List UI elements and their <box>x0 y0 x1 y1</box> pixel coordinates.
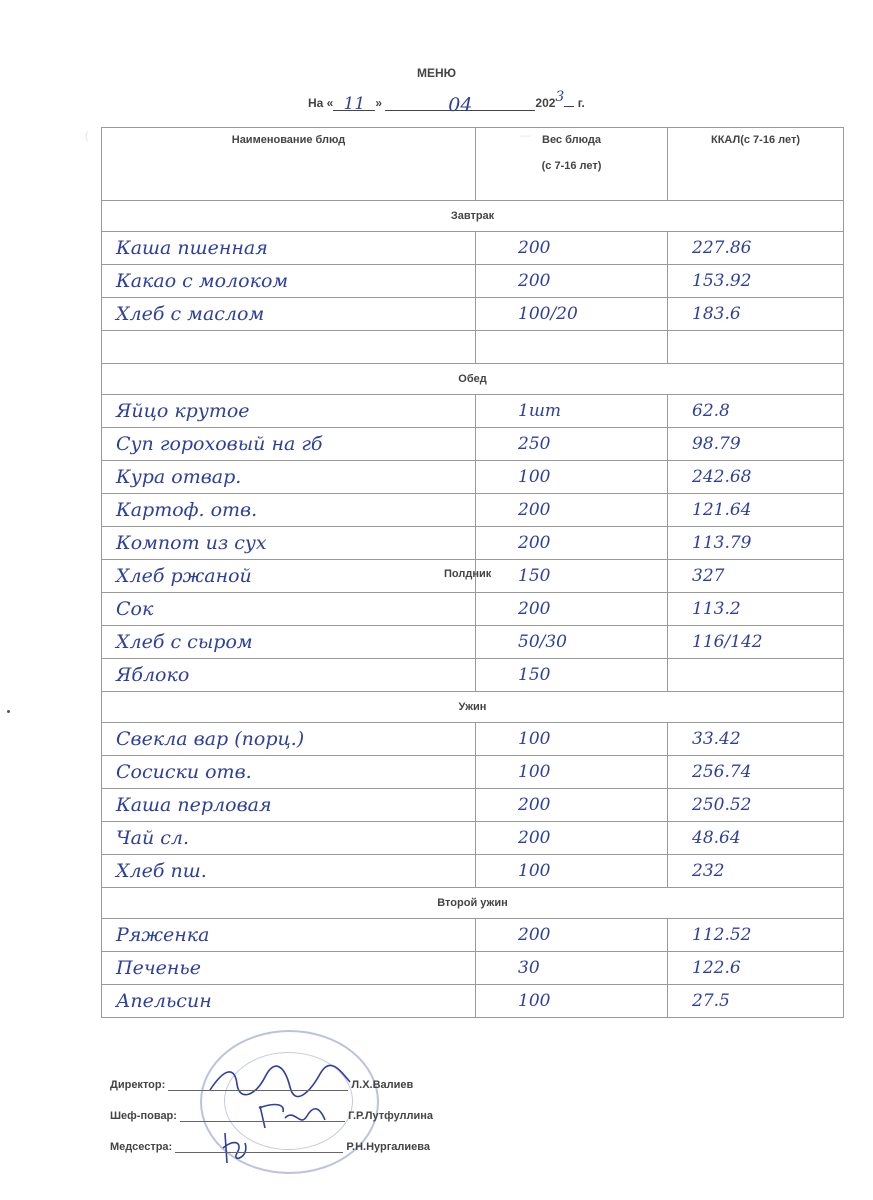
date-suffix: г. <box>577 96 585 110</box>
director-blank <box>168 1078 348 1091</box>
menu-table <box>101 127 844 1018</box>
dish-name: Апельсин <box>102 985 476 1018</box>
table-row <box>102 919 844 952</box>
dish-weight: 200 <box>476 593 668 626</box>
table-row <box>102 659 844 692</box>
dish-kcal: 112.52 <box>668 919 844 952</box>
table-row <box>102 395 844 428</box>
dish-name: Яйцо крутое <box>102 395 476 428</box>
dish-kcal: 232 <box>668 855 844 888</box>
director-line <box>110 1078 433 1109</box>
dish-kcal: 183.6 <box>668 298 844 331</box>
dish-weight: 100 <box>476 985 668 1018</box>
table-row <box>102 626 844 659</box>
table-row <box>102 461 844 494</box>
dish-kcal: 113.2 <box>668 593 844 626</box>
nurse-blank <box>175 1140 343 1153</box>
dish-kcal: 48.64 <box>668 822 844 855</box>
bleed-through-mark: ( <box>85 130 89 142</box>
table-row <box>102 298 844 331</box>
col-header-name: Наименование блюд <box>102 128 476 201</box>
table-row <box>102 789 844 822</box>
dish-kcal: 242.68 <box>668 461 844 494</box>
dish-weight: 30 <box>476 952 668 985</box>
table-row <box>102 855 844 888</box>
dish-weight: 200 <box>476 527 668 560</box>
dish-kcal: 122.6 <box>668 952 844 985</box>
dish-weight: 200 <box>476 919 668 952</box>
dish-name: Хлеб с сыром <box>102 626 476 659</box>
table-row <box>102 822 844 855</box>
date-year-digit: 3 <box>555 89 565 105</box>
date-day: 11 <box>333 94 375 111</box>
page-title: МЕНЮ <box>416 66 457 80</box>
dish-kcal: 256.74 <box>668 756 844 789</box>
dish-weight: 200 <box>476 265 668 298</box>
date-month: 04 <box>385 94 535 111</box>
date-line <box>308 89 585 116</box>
dish-weight: 100 <box>476 461 668 494</box>
dish-name: Сосиски отв. <box>102 756 476 789</box>
dish-name: Хлеб с маслом <box>102 298 476 331</box>
section-label: Завтрак <box>102 201 844 232</box>
nurse-line <box>110 1140 433 1171</box>
dish-kcal: 116/142 <box>668 626 844 659</box>
table-row <box>102 723 844 756</box>
director-label: Директор: <box>110 1079 166 1091</box>
table-row <box>102 232 844 265</box>
dish-weight: 250 <box>476 428 668 461</box>
dish-weight: 200 <box>476 232 668 265</box>
dish-name: Каша перловая <box>102 789 476 822</box>
dish-kcal: 62.8 <box>668 395 844 428</box>
table-row <box>102 952 844 985</box>
dish-name: Чай сл. <box>102 822 476 855</box>
dish-name: Ряженка <box>102 919 476 952</box>
date-year-blank <box>564 96 574 107</box>
dish-weight: 200 <box>476 494 668 527</box>
table-row <box>102 265 844 298</box>
section-label: Второй ужин <box>102 888 844 919</box>
signatures-block <box>110 1078 433 1171</box>
dish-kcal: 98.79 <box>668 428 844 461</box>
bleed-through-mark: — <box>520 130 531 142</box>
section-row-breakfast <box>102 201 844 232</box>
date-prefix: На « <box>308 96 334 110</box>
dish-name: Компот из сух <box>102 527 476 560</box>
col-header-weight-line1: Вес блюда <box>542 134 601 146</box>
table-row <box>102 756 844 789</box>
dish-kcal: 27.5 <box>668 985 844 1018</box>
section-row-second-dinner <box>102 888 844 919</box>
dish-name: Каша пшенная <box>102 232 476 265</box>
dish-weight: 100 <box>476 756 668 789</box>
table-header-row <box>102 128 844 201</box>
chef-label: Шеф-повар: <box>110 1110 177 1122</box>
dish-weight: 1шт <box>476 395 668 428</box>
section-cell <box>102 560 492 593</box>
dish-weight: 150 <box>476 659 668 692</box>
section-row-snack <box>102 560 844 593</box>
dish-name: Яблоко <box>102 659 476 692</box>
dish-name: Сок <box>102 593 476 626</box>
empty-row <box>102 331 844 364</box>
section-row-dinner <box>102 692 844 723</box>
section-label: Обед <box>102 364 844 395</box>
dish-weight: 100/20 <box>476 298 668 331</box>
dish-kcal: 153.92 <box>668 265 844 298</box>
col-header-weight <box>476 128 668 201</box>
date-mid: » <box>375 96 383 110</box>
dish-weight: 200 <box>476 822 668 855</box>
chef-blank <box>180 1109 345 1122</box>
dish-weight: 50/30 <box>476 626 668 659</box>
dish-weight: 100 <box>476 855 668 888</box>
table-row <box>102 527 844 560</box>
table-row <box>102 494 844 527</box>
director-name: Л.Х.Валиев <box>351 1079 414 1091</box>
dish-name: Кура отвар. <box>102 461 476 494</box>
table-row <box>102 428 844 461</box>
section-label: Ужин <box>102 692 844 723</box>
dish-name: Хлеб ржаной <box>116 564 252 587</box>
dish-kcal <box>668 659 844 692</box>
chef-line <box>110 1109 433 1140</box>
date-year-prefix: 202 <box>535 96 556 110</box>
dish-kcal: 227.86 <box>668 232 844 265</box>
dish-name: Свекла вар (порц.) <box>102 723 476 756</box>
dish-weight: 100 <box>476 723 668 756</box>
col-header-weight-line2: (с 7-16 лет) <box>541 160 602 172</box>
stray-dot <box>7 710 10 713</box>
dish-kcal: 121.64 <box>668 494 844 527</box>
dish-name: Печенье <box>102 952 476 985</box>
section-row-lunch <box>102 364 844 395</box>
dish-kcal: 113.79 <box>668 527 844 560</box>
dish-weight: 200 <box>476 789 668 822</box>
section-label: Полдник <box>444 568 492 580</box>
col-header-kcal: ККАЛ(с 7-16 лет) <box>668 128 844 201</box>
table-row <box>102 593 844 626</box>
dish-name: Какао с молоком <box>102 265 476 298</box>
dish-kcal: 33.42 <box>668 723 844 756</box>
nurse-name: Р.Н.Нургалиева <box>346 1141 431 1153</box>
dish-name: Суп гороховый на гб <box>102 428 476 461</box>
dish-kcal: 250.52 <box>668 789 844 822</box>
chef-name: Г.Р.Лутфуллина <box>348 1110 434 1122</box>
dish-name: Картоф. отв. <box>102 494 476 527</box>
dish-kcal: 327 <box>668 560 844 593</box>
nurse-label: Медсестра: <box>110 1141 173 1153</box>
dish-weight: 150 <box>476 560 668 593</box>
table-row <box>102 985 844 1018</box>
dish-name: Хлеб пш. <box>102 855 476 888</box>
